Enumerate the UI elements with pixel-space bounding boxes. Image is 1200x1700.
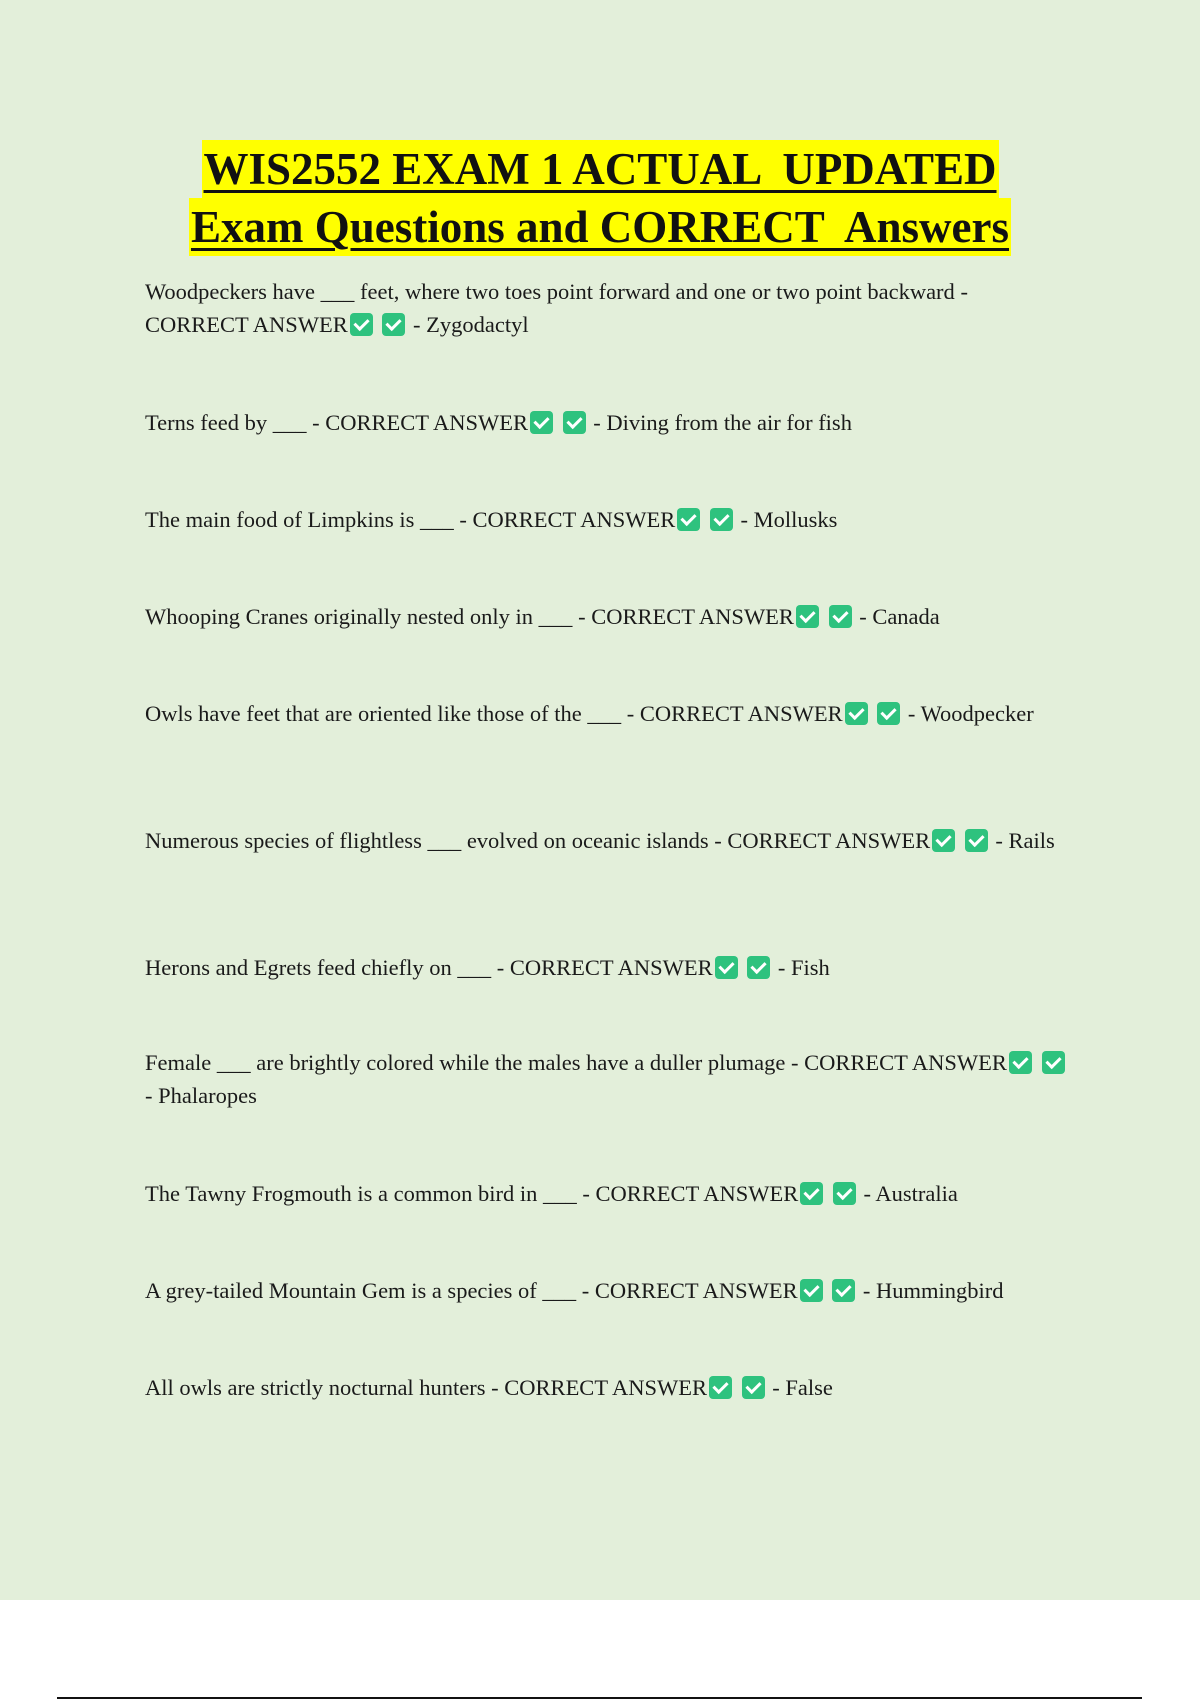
check-box-icon <box>1009 1051 1032 1074</box>
qa-item: The Tawny Frogmouth is a common bird in ___ - CORRECT ANSWER - Australia <box>145 1181 958 1206</box>
answer-text: Canada <box>872 604 940 629</box>
answer-label: CORRECT ANSWER <box>504 1375 708 1400</box>
answer-label: CORRECT ANSWER <box>472 507 676 532</box>
check-box-icon <box>877 702 900 725</box>
check-box-icon <box>677 508 700 531</box>
qa-item: The main food of Limpkins is ___ - CORRECT ANSWER - Mollusks <box>145 507 838 532</box>
check-box-icon <box>1042 1051 1065 1074</box>
title-line-2: Exam Questions and CORRECT Answers <box>189 198 1011 256</box>
question-text: The main food of Limpkins is ___ <box>145 507 454 532</box>
check-box-icon <box>747 956 770 979</box>
answer-text: Australia <box>875 1181 958 1206</box>
qa-item: A grey-tailed Mountain Gem is a species of ___ - CORRECT ANSWER - Hummingbird <box>145 1278 1004 1303</box>
question-text: All owls are strictly nocturnal hunters <box>145 1375 486 1400</box>
qa-item: Herons and Egrets feed chiefly on ___ - CORRECT ANSWER - Fish <box>145 955 830 980</box>
check-box-icon <box>845 702 868 725</box>
answer-label: CORRECT ANSWER <box>595 1181 799 1206</box>
check-box-icon <box>833 1182 856 1205</box>
answer-text: Zygodactyl <box>426 312 529 337</box>
document-title <box>0 140 1200 256</box>
check-box-icon <box>563 411 586 434</box>
check-box-icon <box>800 1279 823 1302</box>
answer-text: Phalaropes <box>158 1083 257 1108</box>
answer-text: Rails <box>1008 828 1055 853</box>
answer-label: CORRECT ANSWER <box>591 604 794 629</box>
question-text: Numerous species of flightless ___ evolved on oceanic islands <box>145 828 709 853</box>
answer-text: False <box>785 1375 833 1400</box>
question-text: The Tawny Frogmouth is a common bird in ___ <box>145 1181 577 1206</box>
qa-item: Terns feed by ___ - CORRECT ANSWER - Diving from the air for fish <box>145 410 852 435</box>
question-text: Female ___ are brightly colored while the males have a duller plumage <box>145 1050 786 1075</box>
check-box-icon <box>710 508 733 531</box>
question-text: Whooping Cranes originally nested only in ___ <box>145 604 573 629</box>
check-box-icon <box>350 313 373 336</box>
qa-item: Female ___ are brightly colored while the males have a duller plumage - CORRECT ANSWER - Phalaropes <box>145 1046 1075 1112</box>
qa-item: All owls are strictly nocturnal hunters - CORRECT ANSWER - False <box>145 1375 833 1400</box>
answer-label: CORRECT ANSWER <box>509 955 713 980</box>
footer-divider <box>57 1697 1142 1699</box>
question-text: A grey-tailed Mountain Gem is a species of ___ <box>145 1278 577 1303</box>
check-box-icon <box>832 1279 855 1302</box>
answer-label: CORRECT ANSWER <box>727 828 931 853</box>
qa-item: Whooping Cranes originally nested only in ___ - CORRECT ANSWER - Canada <box>145 604 940 629</box>
check-box-icon <box>800 1182 823 1205</box>
check-box-icon <box>965 829 988 852</box>
check-box-icon <box>715 956 738 979</box>
answer-label: CORRECT ANSWER <box>804 1050 1007 1075</box>
question-text: Woodpeckers have ___ feet, where two toes point forward and one or two point backward <box>145 279 955 304</box>
answer-text: Mollusks <box>753 507 838 532</box>
answer-label: CORRECT ANSWER <box>594 1278 798 1303</box>
question-text: Terns feed by ___ <box>145 410 307 435</box>
answer-text: Diving from the air for fish <box>606 410 852 435</box>
check-box-icon <box>829 605 852 628</box>
answer-label: CORRECT ANSWER <box>325 410 528 435</box>
qa-item: Numerous species of flightless ___ evolved on oceanic islands - CORRECT ANSWER - Rails <box>145 828 1055 853</box>
qa-item: Woodpeckers have ___ feet, where two toes point forward and one or two point backward - CORRECT ANSWER - Zygodactyl <box>145 279 968 337</box>
answer-text: Fish <box>791 955 830 980</box>
check-box-icon <box>382 313 405 336</box>
check-box-icon <box>709 1376 732 1399</box>
check-box-icon <box>530 411 553 434</box>
qa-item: Owls have feet that are oriented like those of the ___ - CORRECT ANSWER - Woodpecker <box>145 701 1034 726</box>
answer-text: Hummingbird <box>876 1278 1004 1303</box>
answer-label: CORRECT ANSWER <box>639 701 843 726</box>
title-line-1: WIS2552 EXAM 1 ACTUAL UPDATED <box>202 140 999 198</box>
question-text: Owls have feet that are oriented like those of the ___ <box>145 701 622 726</box>
answer-text: Woodpecker <box>920 701 1034 726</box>
check-box-icon <box>932 829 955 852</box>
answer-label: CORRECT ANSWER <box>145 312 348 337</box>
question-text: Herons and Egrets feed chiefly on ___ <box>145 955 492 980</box>
check-box-icon <box>796 605 819 628</box>
check-box-icon <box>742 1376 765 1399</box>
